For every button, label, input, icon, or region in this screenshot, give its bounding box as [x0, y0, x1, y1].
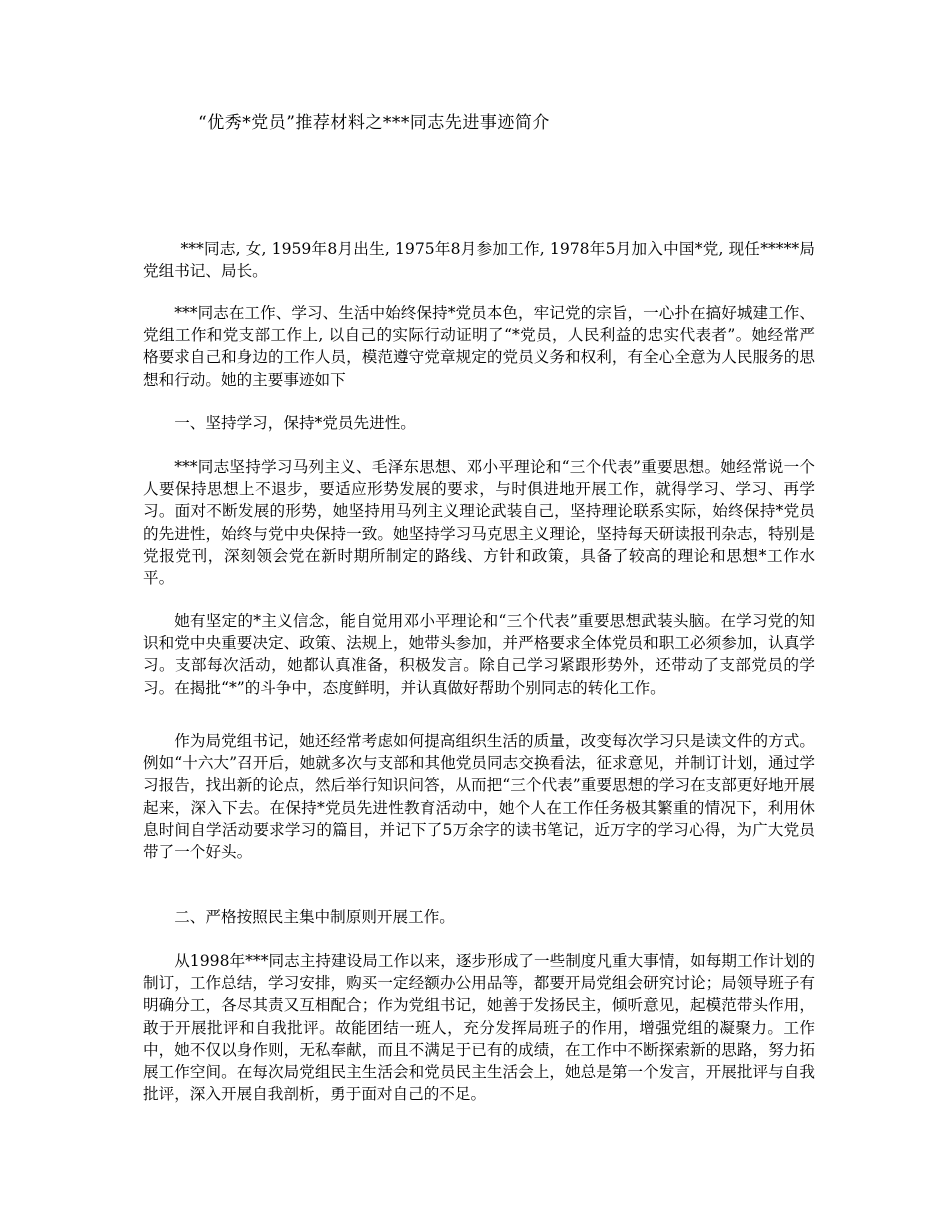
paragraph-study-3: 作为局党组书记，她还经常考虑如何提高组织生活的质量，改变每次学习只是读文件的方式。例如“十六大”召开后，她就多次与支部和其他党员同志交换看法，征求意见，并制订计划，通过学习报告，找出新的论点，然后举行知识问答，从而把“三个代表”重要思想的学习在支部更好地开展起来，深入下去。在保持*党员先进性教育活动中，她个人在工作任务极其繁重的情况下，利用休息时间自学活动要求学习的篇目，并记下了5万余字的读书笔记，近万字的学习心得，为广大党员带了一个好头。 — [143, 732, 815, 862]
paragraph-intro: ***同志在工作、学习、生活中始终保持*党员本色，牢记党的宗旨，一心扑在搞好城建工作、党组工作和党支部工作上, 以自己的实际行动证明了“*党员，人民利益的忠实代表者”。她经常严格要求自己和身边的工作人员，模范遵守党章规定的党员义务和权利，有全心全意为人民服务的思想和行动。她的主要事迹如下 — [143, 304, 815, 389]
paragraph-profile: ***同志, 女, 1959年8月出生, 1975年8月参加工作, 1978年5月加入中国*党, 现任*****局党组书记、局长。 — [143, 240, 815, 281]
paragraph-study-2: 她有坚定的*主义信念，能自觉用邓小平理论和“三个代表”重要思想武装头脑。在学习党的知识和党中央重要决定、政策、法规上，她带头参加，并严格要求全体党员和职工必须参加，认真学习。支部每次活动，她都认真准备，积极发言。除自己学习紧跟形势外，还带动了支部党员的学习。在揭批“*”的斗争中，态度鲜明，并认真做好帮助个别同志的转化工作。 — [143, 612, 815, 697]
paragraph-study-1: ***同志坚持学习马列主义、毛泽东思想、邓小平理论和“三个代表”重要思想。她经常说一个人要保持思想上不退步，要适应形势发展的要求，与时俱进地开展工作，就得学习、学习、再学习。面对不断发展的形势，她坚持用马列主义理论武装自己，坚持理论联系实际，始终保持*党员的先进性，始终与党中央保持一致。她坚持学习马克思主义理论，坚持每天研读报刊杂志，特别是党报党刊，深刻领会党在新时期所制定的路线、方针和政策，具备了较高的理论和思想*工作水平。 — [143, 458, 815, 588]
section-heading-1: 一、坚持学习，保持*党员先进性。 — [174, 414, 416, 432]
paragraph-democracy: 从1998年***同志主持建设局工作以来，逐步形成了一些制度凡重大事情，如每期工作计划的制订，工作总结，学习安排，购买一定经额办公用品等，都要开局党组会研究讨论；局领导班子有明确分工，各尽其责又互相配合；作为党组书记，她善于发扬民主，倾听意见，起模范带头作用，敢于开展批评和自我批评。故能团结一班人，充分发挥局班子的作用，增强党组的凝聚力。工作中，她不仅以身作则，无私奉献，而且不满足于已有的成绩，在工作中不断探索新的思路，努力拓展工作空间。在每次局党组民主生活会和党员民主生活会上，她总是第一个发言，开展批评与自我批评，深入开展自我剖析，勇于面对自己的不足。 — [143, 952, 815, 1104]
section-heading-2: 二、严格按照民主集中制原则开展工作。 — [174, 908, 455, 926]
document-title: “优秀*党员”推荐材料之***同志先进事迹简介 — [198, 113, 550, 133]
